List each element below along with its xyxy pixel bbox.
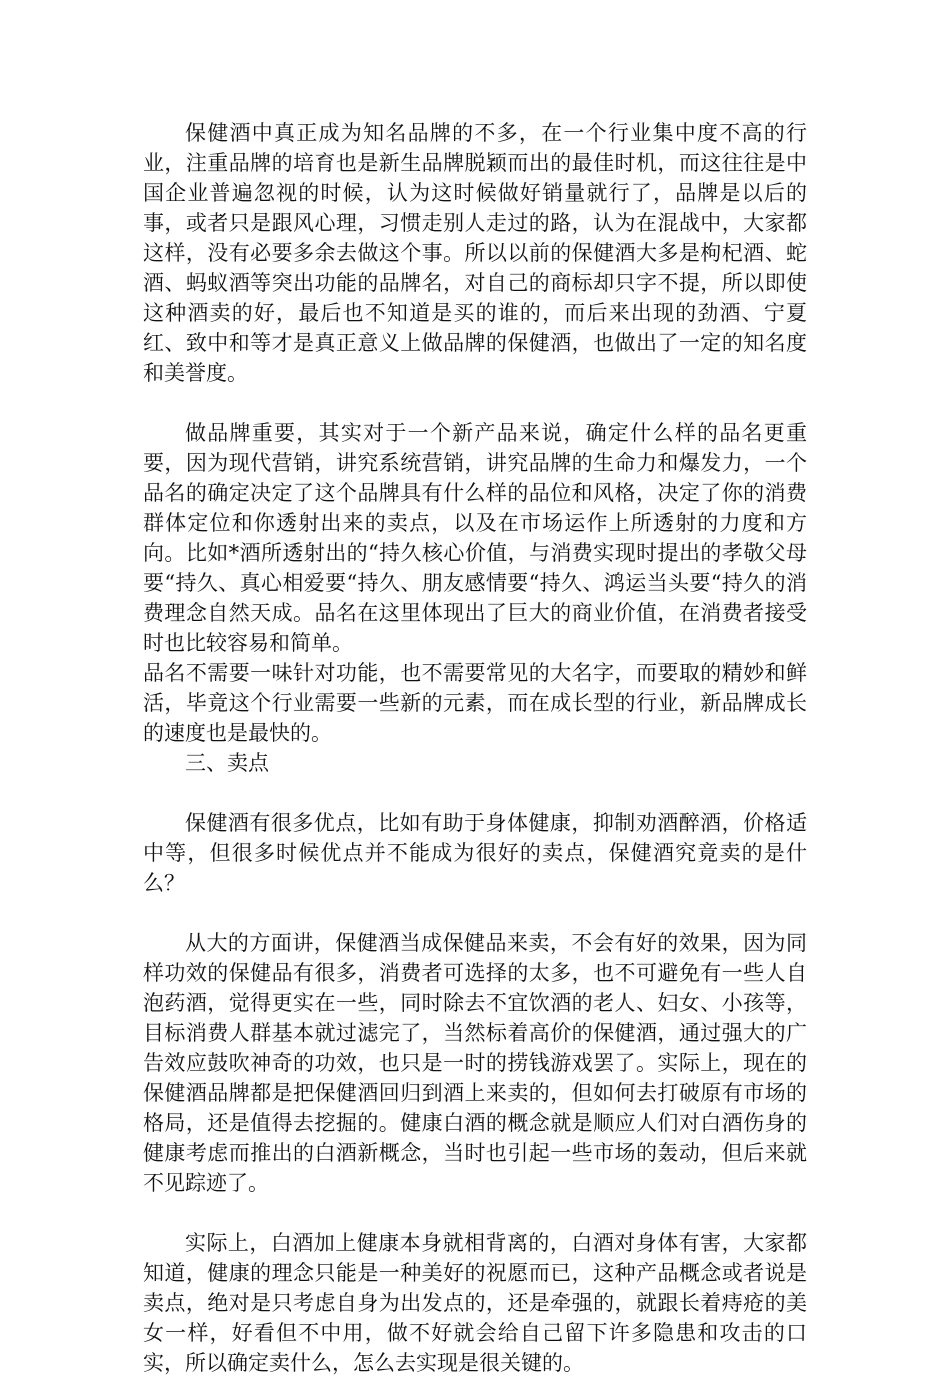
paragraph-health-concept: 实际上，白酒加上健康本身就相背离的，白酒对身体有害，大家都知道，健康的理念只能是一种美好的祝愿而已，这种产品概念或者说是卖点，绝对是只考虑自身为出发点的，还是牵强的，就跟长着痔疮的美女一样，好看但不中用，做不好就会给自己留下许多隐患和攻击的口实，所以确定卖什么，怎么去实现是很关键的。 xyxy=(143,1231,807,1375)
section-heading-selling-points: 三、卖点 xyxy=(185,751,269,775)
paragraph-advantages: 保健酒有很多优点，比如有助于身体健康，抑制劝酒醉酒，价格适中等，但很多时候优点并不能成为很好的卖点，保健酒究竟卖的是什么？ xyxy=(143,811,807,895)
paragraph-naming-advice: 品名不需要一味针对功能，也不需要常见的大名字，而要取的精妙和鲜活，毕竟这个行业需要一些新的元素，而在成长型的行业，新品牌成长的速度也是最快的。 xyxy=(143,661,807,745)
paragraph-brand-building: 保健酒中真正成为知名品牌的不多，在一个行业集中度不高的行业，注重品牌的培育也是新生品牌脱颖而出的最佳时机，而这往往是中国企业普遍忽视的时候，认为这时候做好销量就行了，品牌是以后的事，或者只是跟风心理，习惯走别人走过的路，认为在混战中，大家都这样，没有必要多余去做这个事。所以以前的保健酒大多是枸杞酒、蛇酒、蚂蚁酒等突出功能的品牌名，对自己的商标却只字不提，所以即使这种酒卖的好，最后也不知道是买的谁的，而后来出现的劲酒、宁夏红、致中和等才是真正意义上做品牌的保健酒，也做出了一定的知名度和美誉度。 xyxy=(143,121,807,385)
paragraph-product-naming: 做品牌重要，其实对于一个新产品来说，确定什么样的品名更重要，因为现代营销，讲究系统营销，讲究品牌的生命力和爆发力，一个品名的确定决定了这个品牌具有什么样的品位和风格，决定了你的消费群体定位和你透射出来的卖点，以及在市场运作上所透射的力度和方向。比如*酒所透射出的“持久核心价值，与消费实现时提出的孝敬父母要“持久、真心相爱要“持久、朋友感情要“持久、鸿运当头要“持久的消费理念自然天成。品名在这里体现出了巨大的商业价值，在消费者接受时也比较容易和简单。 xyxy=(143,421,807,655)
paragraph-market-analysis: 从大的方面讲，保健酒当成保健品来卖，不会有好的效果，因为同样功效的保健品有很多，消费者可选择的太多，也不可避免有一些人自泡药酒，觉得更实在一些，同时除去不宜饮酒的老人、妇女、小孩等，目标消费人群基本就过滤完了，当然标着高价的保健酒，通过强大的广告效应鼓吹神奇的功效，也只是一时的捞钱游戏罢了。实际上，现在的保健酒品牌都是把保健酒回归到酒上来卖的，但如何去打破原有市场的格局，还是值得去挖掘的。健康白酒的概念就是顺应人们对白酒伤身的健康考虑而推出的白酒新概念，当时也引起一些市场的轰动，但后来就不见踪迹了。 xyxy=(143,931,807,1195)
document-body xyxy=(143,118,807,1378)
